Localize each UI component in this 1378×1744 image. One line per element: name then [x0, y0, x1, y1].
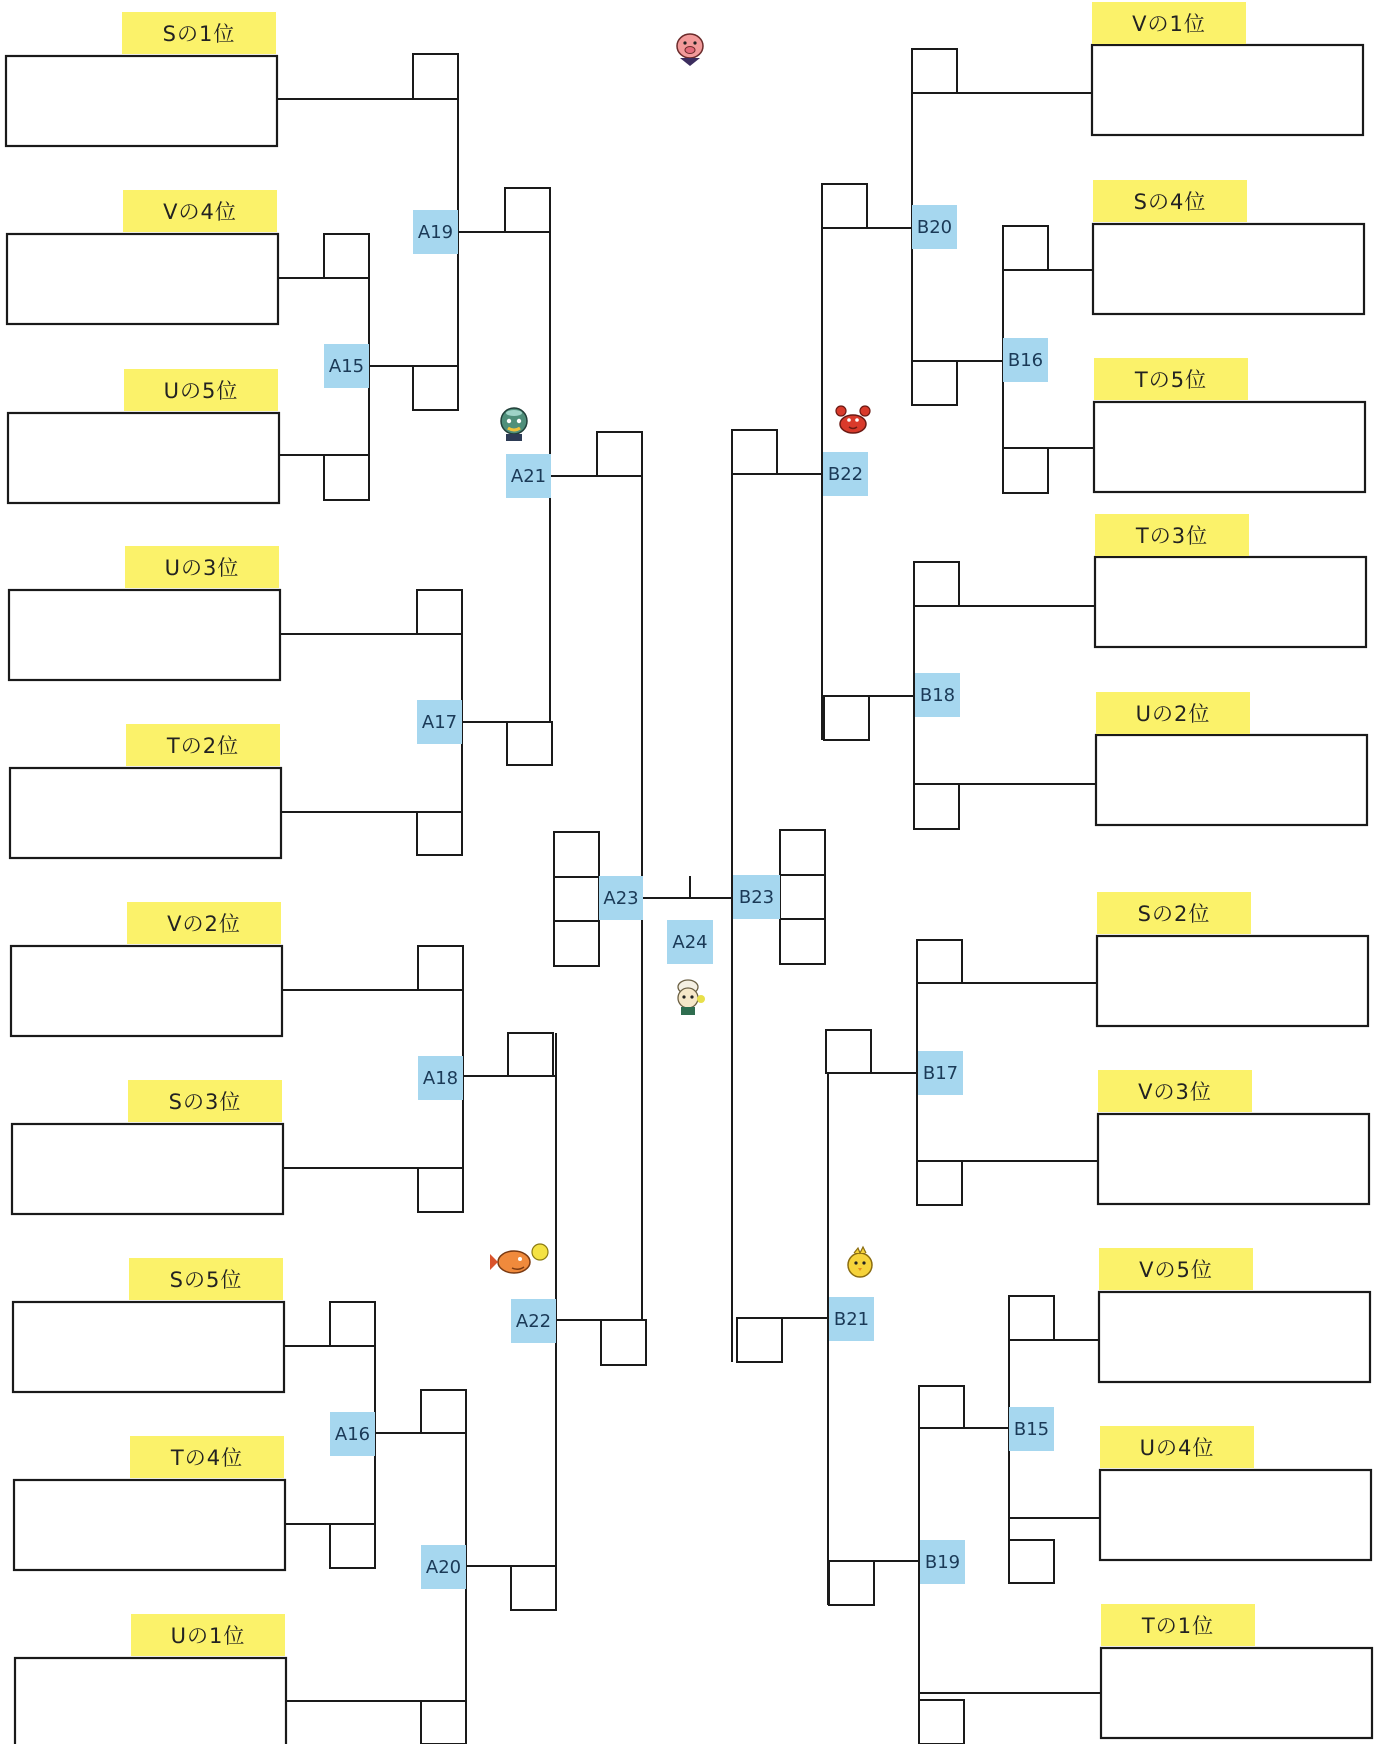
match-label-a16: A16	[330, 1412, 375, 1456]
score-box[interactable]	[919, 1700, 964, 1744]
entry-box-right-2[interactable]	[1093, 224, 1364, 314]
score-box[interactable]	[780, 830, 825, 875]
score-box[interactable]	[330, 1524, 375, 1568]
score-box[interactable]	[1009, 1540, 1054, 1583]
entry-tag-right-7: Vの3位	[1098, 1070, 1252, 1112]
score-box[interactable]	[330, 1302, 375, 1346]
entry-box-right-9[interactable]	[1100, 1470, 1371, 1560]
score-box[interactable]	[1003, 226, 1048, 270]
chef-mascot-icon	[668, 977, 708, 1017]
entry-box-left-8[interactable]	[13, 1302, 284, 1392]
entry-tag-left-10: Uの1位	[131, 1614, 285, 1656]
score-box[interactable]	[597, 432, 642, 476]
match-label-a17: A17	[417, 700, 462, 744]
score-box[interactable]	[1003, 448, 1048, 493]
score-box[interactable]	[829, 1561, 874, 1605]
match-label-a22: A22	[511, 1299, 556, 1343]
entry-box-right-10[interactable]	[1101, 1648, 1372, 1738]
entry-box-left-4[interactable]	[9, 590, 280, 680]
entry-tag-right-9: Uの4位	[1100, 1426, 1254, 1468]
entry-box-right-7[interactable]	[1098, 1114, 1369, 1204]
match-label-a19: A19	[413, 210, 458, 254]
left-entry-boxes	[6, 56, 286, 1744]
score-box[interactable]	[505, 188, 550, 232]
match-label-b20: B20	[912, 205, 957, 249]
score-box[interactable]	[824, 696, 869, 740]
score-box[interactable]	[601, 1320, 646, 1365]
entry-tag-left-5: Tの2位	[126, 724, 280, 766]
entry-box-left-10[interactable]	[15, 1658, 286, 1744]
entry-box-left-9[interactable]	[14, 1480, 285, 1570]
entry-tag-left-2: Vの4位	[123, 190, 277, 232]
entry-tag-left-7: Sの3位	[128, 1080, 282, 1122]
entry-box-left-1[interactable]	[6, 56, 277, 146]
score-box[interactable]	[912, 361, 957, 405]
match-label-a23: A23	[599, 876, 643, 920]
entry-box-left-3[interactable]	[8, 413, 279, 503]
entry-tag-right-10: Tの1位	[1101, 1604, 1255, 1646]
match-label-a24: A24	[667, 920, 713, 964]
score-box[interactable]	[418, 1168, 463, 1212]
score-box[interactable]	[511, 1566, 556, 1610]
score-box[interactable]	[413, 366, 458, 410]
entry-box-left-7[interactable]	[12, 1124, 283, 1214]
score-box[interactable]	[912, 49, 957, 93]
score-box[interactable]	[421, 1390, 466, 1433]
entry-tag-left-1: Sの1位	[122, 12, 276, 54]
entry-tag-left-4: Uの3位	[125, 546, 279, 588]
score-box[interactable]	[554, 832, 599, 877]
entry-tag-right-2: Sの4位	[1093, 180, 1247, 222]
kappa-mascot-icon	[494, 403, 534, 443]
score-box[interactable]	[737, 1318, 782, 1362]
entry-box-right-6[interactable]	[1097, 936, 1368, 1026]
match-label-b17: B17	[918, 1051, 963, 1095]
entry-box-right-4[interactable]	[1095, 557, 1366, 647]
score-box[interactable]	[554, 921, 599, 966]
entry-box-right-8[interactable]	[1099, 1292, 1370, 1382]
entry-tag-right-5: Uの2位	[1096, 692, 1250, 734]
entry-box-right-3[interactable]	[1094, 402, 1365, 492]
score-box[interactable]	[919, 1386, 964, 1428]
entry-box-left-6[interactable]	[11, 946, 282, 1036]
match-label-b23: B23	[733, 875, 780, 919]
chick-mascot-icon	[840, 1244, 880, 1284]
entry-tag-right-3: Tの5位	[1094, 358, 1248, 400]
match-label-b16: B16	[1003, 338, 1048, 382]
score-box[interactable]	[508, 1033, 553, 1076]
entry-tag-right-1: Vの1位	[1092, 2, 1246, 44]
score-box[interactable]	[780, 875, 825, 919]
entry-tag-right-4: Tの3位	[1095, 514, 1249, 556]
score-box[interactable]	[417, 812, 462, 855]
score-box[interactable]	[826, 1030, 871, 1073]
entry-tag-right-6: Sの2位	[1097, 892, 1251, 934]
score-box[interactable]	[417, 590, 462, 634]
score-box[interactable]	[914, 784, 959, 829]
match-label-b22: B22	[823, 452, 868, 496]
score-box[interactable]	[914, 562, 959, 606]
score-box[interactable]	[418, 946, 463, 990]
entry-tag-right-8: Vの5位	[1099, 1248, 1253, 1290]
match-label-a18: A18	[418, 1056, 463, 1100]
score-box[interactable]	[324, 455, 369, 500]
match-label-b21: B21	[829, 1297, 874, 1341]
score-box[interactable]	[554, 877, 599, 921]
entry-tag-left-9: Tの4位	[130, 1436, 284, 1478]
score-box[interactable]	[917, 1161, 962, 1205]
score-box[interactable]	[780, 919, 825, 964]
score-box[interactable]	[413, 54, 458, 99]
entry-box-left-5[interactable]	[10, 768, 281, 858]
entry-tag-left-8: Sの5位	[129, 1258, 283, 1300]
score-box[interactable]	[1009, 1296, 1054, 1340]
match-label-a15: A15	[324, 344, 369, 388]
entry-tag-left-3: Uの5位	[124, 369, 278, 411]
score-box[interactable]	[421, 1701, 466, 1744]
pig-mascot-icon	[670, 28, 710, 68]
entry-box-left-2[interactable]	[7, 234, 278, 324]
match-label-b19: B19	[920, 1540, 965, 1584]
match-label-b18: B18	[915, 673, 960, 717]
crab-mascot-icon	[833, 400, 873, 440]
entry-box-right-5[interactable]	[1096, 735, 1367, 825]
score-box[interactable]	[732, 430, 777, 474]
score-box[interactable]	[324, 234, 369, 278]
entry-box-right-1[interactable]	[1092, 45, 1363, 135]
score-box[interactable]	[822, 184, 867, 228]
match-label-b15: B15	[1009, 1407, 1054, 1451]
entry-tag-left-6: Vの2位	[127, 902, 281, 944]
score-box[interactable]	[917, 940, 962, 983]
match-label-a20: A20	[421, 1545, 466, 1589]
final-connector	[642, 876, 732, 898]
fish-mascot-icon	[490, 1240, 556, 1280]
score-box[interactable]	[507, 722, 552, 765]
match-label-a21: A21	[506, 454, 551, 498]
